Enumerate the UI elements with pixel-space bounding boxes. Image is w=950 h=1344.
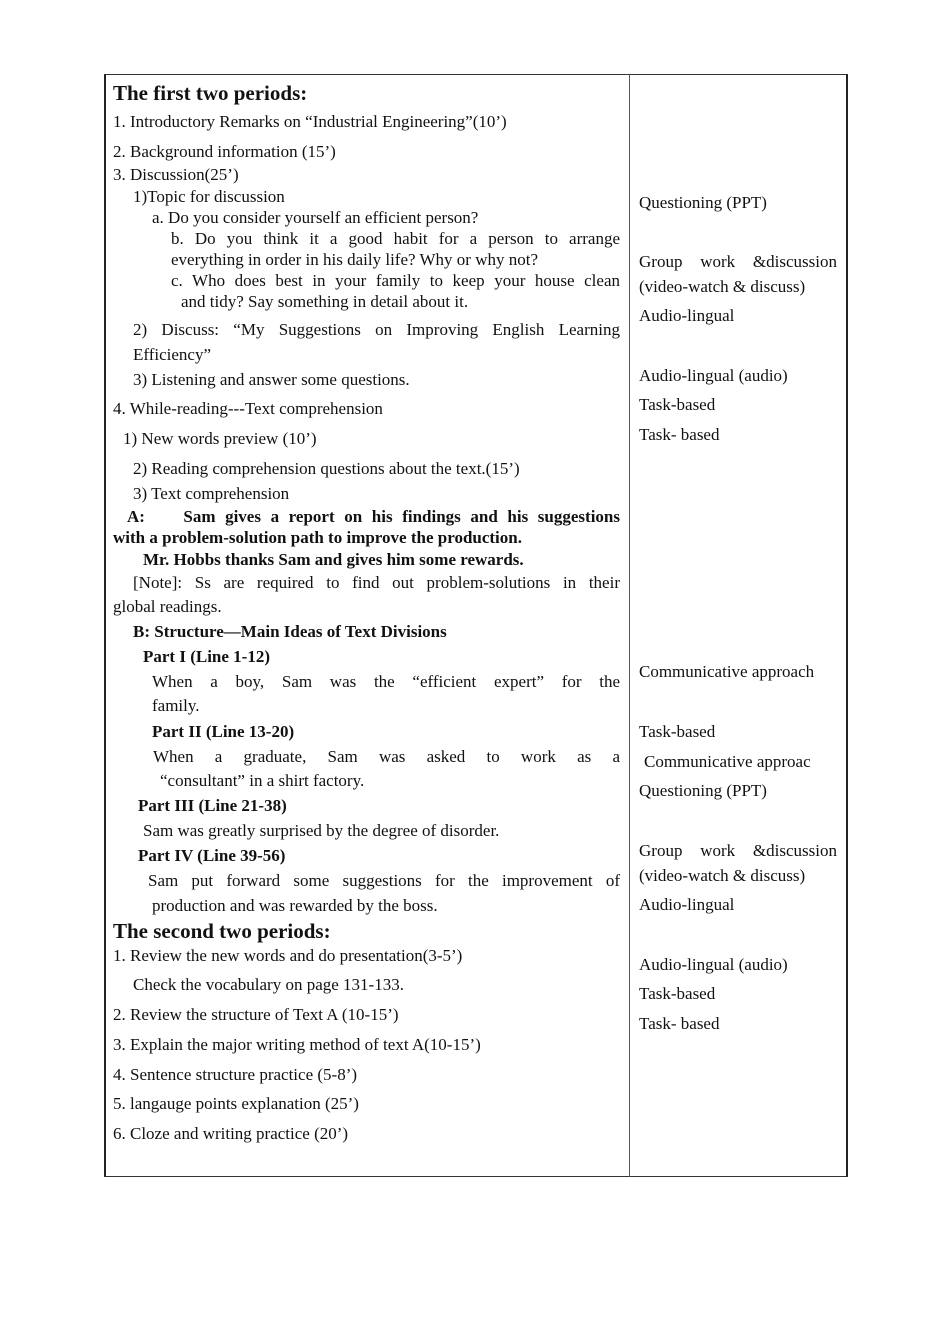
procedure-line: everything in order in his daily life? Why or why not? — [171, 250, 538, 269]
method-line: Task- based — [639, 425, 720, 444]
procedure-line: Part III (Line 21-38) — [138, 796, 287, 815]
procedure-line: Efficiency” — [133, 345, 212, 364]
method-line: Task- based — [639, 1014, 720, 1033]
procedure-line: 1) New words preview (10’) — [123, 429, 317, 448]
procedure-line: Part II (Line 13-20) — [152, 722, 295, 741]
procedure-line: 3. Discussion(25’) — [113, 165, 239, 184]
procedure-line: Part IV (Line 39-56) — [138, 846, 286, 865]
method-line: Group work &discussion — [639, 841, 837, 860]
procedure-line: Check the vocabulary on page 131-133. — [133, 975, 404, 994]
procedure-line: c. Who does best in your family to keep your house clean — [171, 271, 620, 290]
procedure-line: 2) Reading comprehension questions about the text.(15’) — [133, 459, 520, 478]
procedure-line: “consultant” in a shirt factory. — [160, 771, 365, 790]
procedure-line: 5. langauge points explanation (25’) — [113, 1094, 359, 1113]
procedure-line: A: Sam gives a report on his findings and his suggestions — [127, 507, 620, 526]
procedure-line: [Note]: Ss are required to find out problem-solutions in their — [133, 573, 620, 592]
section-heading-first: The first two periods: — [113, 81, 308, 105]
procedure-line: 3. Explain the major writing method of text A(10-15’) — [113, 1035, 481, 1054]
method-line: Audio-lingual (audio) — [639, 955, 788, 974]
procedure-line: 3) Text comprehension — [133, 484, 290, 503]
procedure-line: production and was rewarded by the boss. — [152, 896, 438, 915]
method-line: Audio-lingual — [639, 895, 735, 914]
procedure-line: 2) Discuss: “My Suggestions on Improving English Learning — [133, 320, 620, 339]
method-line: Communicative approach — [639, 662, 815, 681]
procedure-line: b. Do you think it a good habit for a person to arrange — [171, 229, 620, 248]
method-line: Questioning (PPT) — [639, 193, 767, 212]
procedure-line: 2. Review the structure of Text A (10-15’) — [113, 1005, 399, 1024]
procedure-line: Mr. Hobbs thanks Sam and gives him some rewards. — [143, 550, 524, 569]
procedure-line: 6. Cloze and writing practice (20’) — [113, 1124, 349, 1143]
method-line: Task-based — [639, 395, 716, 414]
procedure-line: 4. Sentence structure practice (5-8’) — [113, 1065, 358, 1084]
procedure-line: Sam put forward some suggestions for the improvement of — [148, 871, 620, 890]
method-line: Audio-lingual (audio) — [639, 366, 788, 385]
method-line: (video-watch & discuss) — [639, 866, 806, 885]
procedure-line: 1. Review the new words and do presentation(3-5’) — [113, 946, 463, 965]
method-line: Communicative approac — [644, 752, 811, 771]
procedure-line: and tidy? Say something in detail about it. — [181, 292, 469, 311]
method-line: Group work &discussion — [639, 252, 837, 271]
method-line: Questioning (PPT) — [639, 781, 767, 800]
method-line: (video-watch & discuss) — [639, 277, 806, 296]
procedure-line: B: Structure—Main Ideas of Text Divisions — [133, 622, 447, 641]
procedure-line: global readings. — [113, 597, 222, 616]
procedure-line: When a graduate, Sam was asked to work as a — [153, 747, 620, 766]
method-line: Task-based — [639, 722, 716, 741]
procedure-line: a. Do you consider yourself an efficient person? — [152, 208, 479, 227]
procedure-line: Sam was greatly surprised by the degree of disorder. — [143, 821, 500, 840]
procedure-line: When a boy, Sam was the “efficient expert” for the — [152, 672, 620, 691]
method-line: Audio-lingual — [639, 306, 735, 325]
procedure-line: 3) Listening and answer some questions. — [133, 370, 410, 389]
procedure-line: with a problem-solution path to improve the production. — [113, 528, 522, 547]
procedure-line: 1. Introductory Remarks on “Industrial Engineering”(10’) — [113, 112, 507, 131]
procedure-line: Part I (Line 1-12) — [143, 647, 271, 666]
procedure-line: 2. Background information (15’) — [113, 142, 336, 161]
column-divider — [629, 74, 630, 1177]
section-heading-second: The second two periods: — [113, 919, 331, 943]
procedure-line: family. — [152, 696, 200, 715]
method-line: Task-based — [639, 984, 716, 1003]
procedure-line: 4. While-reading---Text comprehension — [113, 399, 383, 418]
procedure-line: 1)Topic for discussion — [133, 187, 285, 206]
